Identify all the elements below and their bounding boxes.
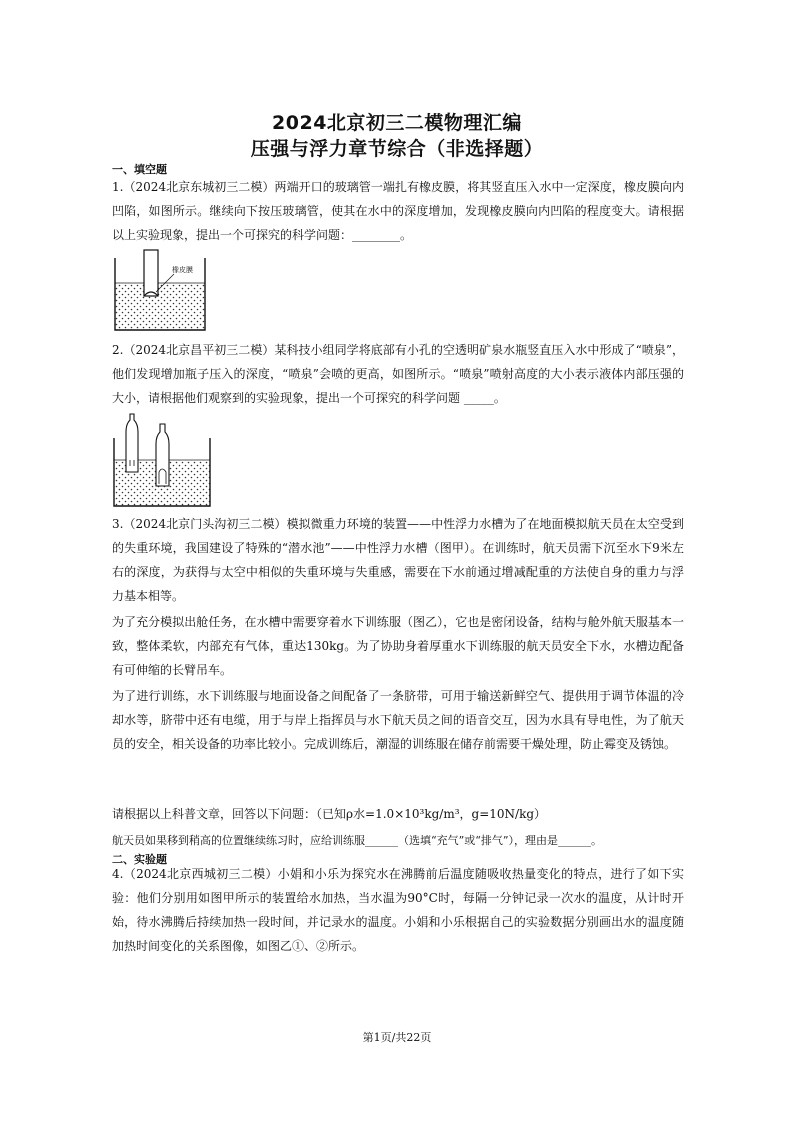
figure-bottle-fountain [112,410,214,510]
question-3-paragraph-5: 航天员如果移到稍高的位置继续练习时，应给训练服______（选填“充气”或“排气”），理由是______。 [112,834,602,847]
figure-rubber-membrane-tube [112,248,212,334]
question-1-text: 1.（2024北京东城初三二模）两端开口的玻璃管一端扎有橡皮膜，将其竖直压入水中一定深度，橡皮膜向内凹陷，如图所示。继续向下按压玻璃管，使其在水中的深度增加，发现橡皮膜向内凹陷的程度变大。请根据以上实验现象，提出一个可探究的科学问题：________。 [112,180,684,242]
section-heading-fill-in: 一、填空题 [112,163,167,176]
doc-subtitle: 压强与浮力章节综合（非选择题） [250,138,544,160]
page-footer: 第1页/共22页 [362,1031,432,1044]
figure-label-rubber-membrane: 橡皮膜 [172,266,193,274]
section-heading-experiment: 二、实验题 [112,853,167,866]
question-3-paragraph-3: 为了进行训练，水下训练服与地面设备之间配备了一条脐带，可用于输送新鲜空气、提供用于调节体温的冷却水等，脐带中还有电缆，用于与岸上指挥员与水下航天员之间的语音交互，因为水具有导电性，为了航天员的安全，相关设备的功率比较小。完成训练后，潮湿的训练服在储存前需要干燥处理，防止霉变及锈蚀。 [112,689,684,751]
question-4-text: 4.（2024北京西城初三二模）小娟和小乐为探究水在沸腾前后温度随吸收热量变化的特点，进行了如下实验：他们分别用如图甲所示的装置给水加热，当水温为90°C时，每隔一分钟记录一次水的温度，从计时开始，待水沸腾后持续加热一段时间，并记录水的温度。小娟和小乐根据自己的实验数据分别画出水的温度随加热时间变化的关系图像，如图乙①、②所示。 [112,867,684,953]
question-3-paragraph-1: 3.（2024北京门头沟初三二模）模拟微重力环境的装置——中性浮力水槽为了在地面模拟航天员在太空受到的失重环境，我国建设了特殊的“潜水池”——中性浮力水槽（图甲）。在训练时，航天员需下沉至水下9米左右的深度，为获得与太空中相似的失重环境与失重感，需要在下水前通过增减配重的方法使自身的重力与浮力基本相等。 [112,517,684,603]
doc-title: 2024北京初三二模物理汇编 [272,112,522,134]
question-3-paragraph-4: 请根据以上科普文章，回答以下问题：（已知ρ水=1.0×10³kg/m³，g=10N/kg） [112,807,547,821]
question-2-text: 2.（2024北京昌平初三二模）某科技小组同学将底部有小孔的空透明矿泉水瓶竖直压入水中形成了“喷泉”，他们发现增加瓶子压入的深度，“喷泉”会喷的更高，如图所示。“喷泉”喷射高度的大小表示液体内部压强的大小，请根据他们观察到的实验现象，提出一个可探究的科学问题 _____。 [112,343,684,405]
question-3-paragraph-2: 为了充分模拟出舱任务，在水槽中需要穿着水下训练服（图乙），它也是密闭设备，结构与舱外航天服基本一致，整体柔软，内部充有气体，重达130kg。为了协助身着厚重水下训练服的航天员安全下水，水槽边配备有可伸缩的长臂吊车。 [112,615,684,677]
